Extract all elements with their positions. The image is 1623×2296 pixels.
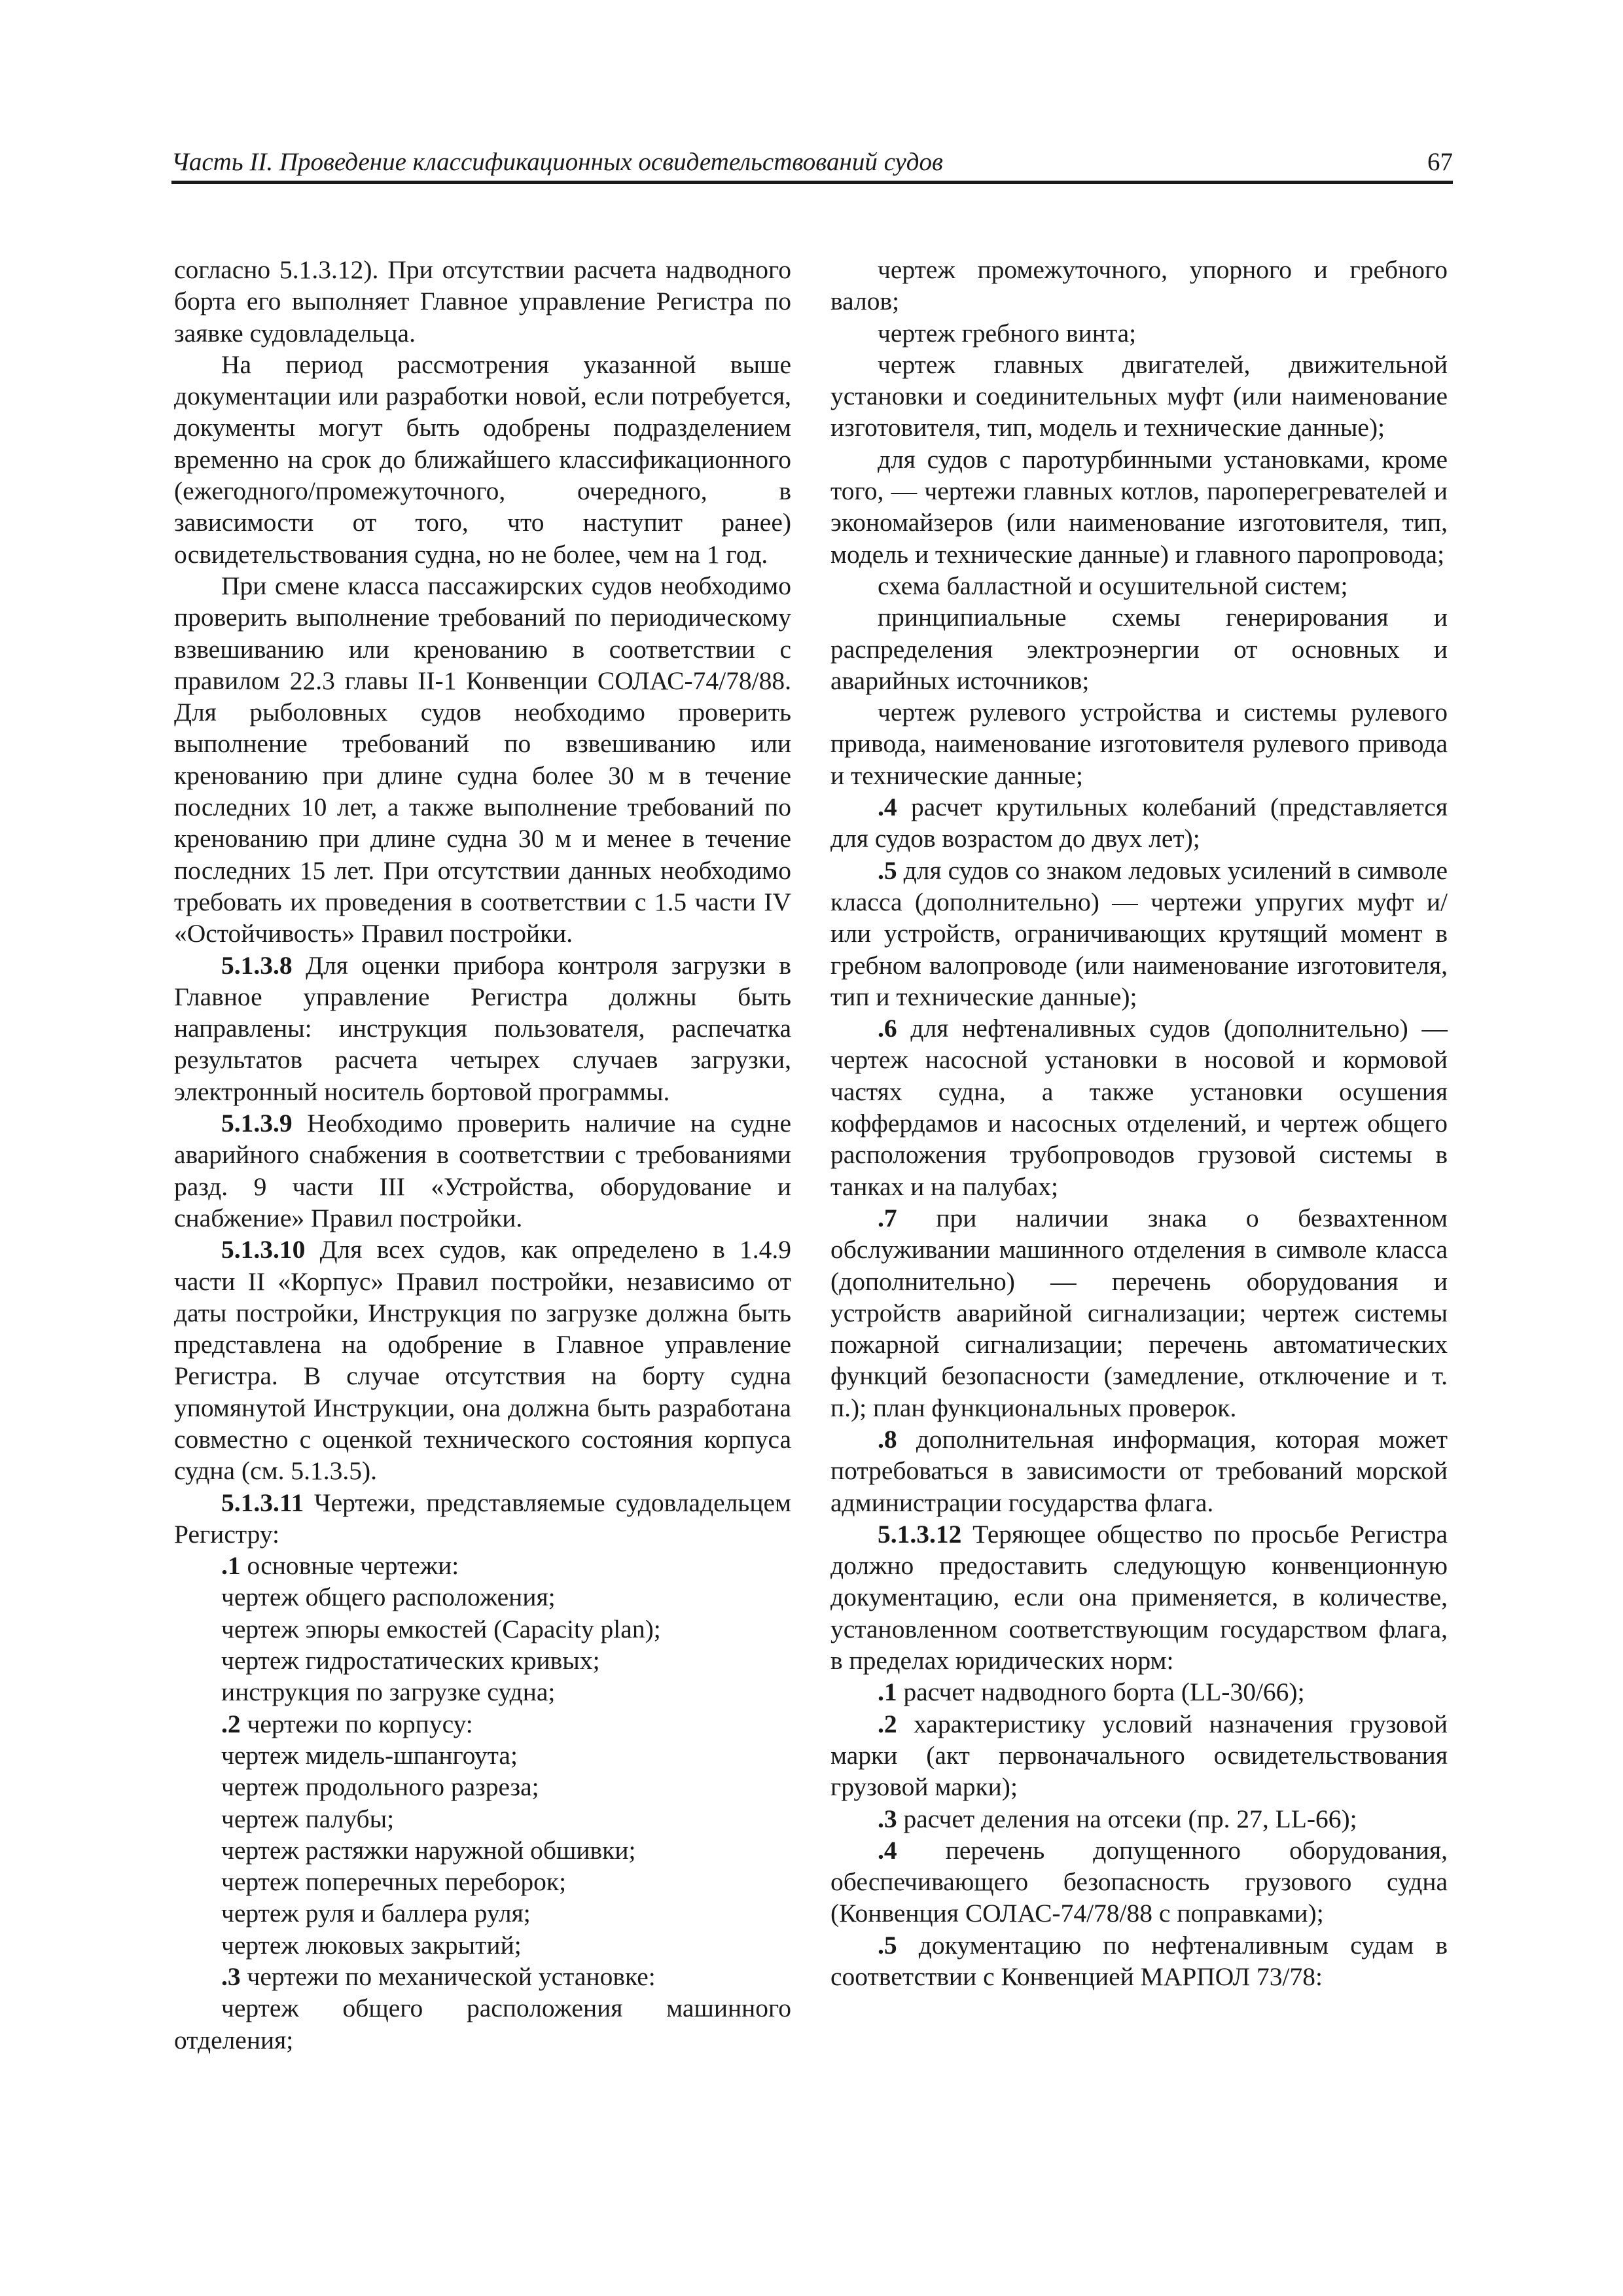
list-number: .8 (878, 1424, 897, 1454)
list-text: перечень допущенного оборудования, обеспечивающего безопасность грузового судна (Конвенция СОЛАС-74/78/88 с поправками); (830, 1835, 1448, 1928)
list-subitem: чертеж люковых закрытий; (221, 1930, 522, 1960)
paragraph-5-1-3-8 (174, 950, 791, 1107)
right-column (830, 254, 1448, 1992)
list-item (174, 1550, 791, 1581)
list-number: .5 (878, 1930, 897, 1960)
paragraph-5-1-3-12 (830, 1518, 1448, 1676)
list-number: .4 (878, 793, 897, 822)
list-text: чертежи по корпусу: (240, 1709, 473, 1738)
running-header (171, 143, 1453, 184)
list-text: расчет надводного борта (LL-30/66); (897, 1677, 1305, 1707)
list-item (830, 1676, 1448, 1708)
list-subitem: чертеж поперечных переборок; (221, 1867, 567, 1897)
list-subitem: чертеж продольного разреза; (221, 1772, 539, 1802)
list-subitem: чертеж гидростатических кривых; (221, 1646, 600, 1676)
list-subitem: чертеж гребного винта; (878, 318, 1137, 348)
list-item (830, 855, 1448, 1013)
list-item (830, 791, 1448, 855)
section-number: 5.1.3.9 (221, 1109, 293, 1138)
section-number: 5.1.3.10 (221, 1235, 306, 1265)
list-subitem: инструкция по загрузке судна; (221, 1677, 556, 1707)
list-item (174, 1961, 791, 1992)
list-subitem: чертеж мидель-шпангоута; (221, 1740, 518, 1770)
paragraph-5-1-3-11 (174, 1487, 791, 1551)
list-number: .1 (878, 1677, 897, 1707)
list-item (830, 1803, 1448, 1835)
list-subitem: чертеж главных двигателей, движительной установки и соединительных муфт (или наименование изготовителя, тип, модель и технические данные); (830, 350, 1448, 442)
list-subitem: чертеж рулевого устройства и системы рулевого привода, наименование изготовителя рулевого привода и технические данные; (830, 698, 1448, 790)
paragraph: На период рассмотрения указанной выше документации или разработки новой, если потребуется, документы могут быть одобрены подразделением временно на срок до ближайшего классификационного (ежегодного/промежуточного, очередного, в зависимости от того, что наступит ранее) освидетельствования судна, но не более, чем на 1 год. (174, 350, 791, 569)
paragraph-text: Для всех судов, как определено в 1.4.9 части II «Корпус» Правил постройки, независимо от даты постройки, Инструкция по загрузке должна быть представлена на одобрение в Главное управление Регистра. В случае отсутствия на борту судна упомянутой Инструкции, она должна быть разработана совместно с оценкой технического состояния корпуса судна (см. 5.1.3.5). (174, 1235, 791, 1486)
list-item (830, 1202, 1448, 1424)
list-text: чертежи по механической установке: (240, 1962, 656, 1992)
left-column (174, 254, 791, 2056)
list-number: .1 (221, 1551, 241, 1581)
list-number: .2 (221, 1709, 241, 1738)
list-number: .2 (878, 1709, 897, 1738)
list-number: .3 (878, 1804, 897, 1833)
list-subitem: для судов с паротурбинными установками, кроме того, — чертежи главных котлов, пароперегревателей и экономайзеров (или наименование изготовителя, тип, модель и технические данные) и главного паропровода; (830, 444, 1448, 569)
list-item (830, 1929, 1448, 1993)
list-item (830, 1708, 1448, 1803)
paragraph-5-1-3-9 (174, 1107, 791, 1234)
header-title: Часть II. Проведение классификационных освидетельствований судов (171, 148, 943, 176)
list-subitem: чертеж промежуточного, упорного и гребного валов; (830, 255, 1448, 316)
paragraph-5-1-3-10 (174, 1234, 791, 1486)
list-subitem: принципиальные схемы генерирования и распределения электроэнергии от основных и аварийных источников; (830, 603, 1448, 695)
list-subitem: чертеж общего расположения машинного отделения; (174, 1994, 791, 2054)
list-number: .3 (221, 1962, 241, 1992)
list-item (830, 1835, 1448, 1929)
section-number: 5.1.3.11 (221, 1488, 304, 1517)
list-subitem: чертеж руля и баллера руля; (221, 1899, 531, 1928)
paragraph-text: Для оценки прибора контроля загрузки в Главное управление Регистра должны быть направлены: инструкция пользователя, распечатка результатов расчета четырех случаев загрузки, электронный носитель бортовой программы. (174, 950, 791, 1106)
paragraph-text: Необходимо проверить наличие на судне аварийного снабжения в соответствии с требованиями разд. 9 части III «Устройства, оборудование и снабжение» Правил постройки. (174, 1109, 791, 1232)
list-item (174, 1708, 791, 1740)
list-text: расчет деления на отсеки (пр. 27, LL-66); (897, 1804, 1357, 1833)
list-number: .5 (878, 855, 897, 885)
paragraph: согласно 5.1.3.12). При отсутствии расчета надводного борта его выполняет Главное управление Регистра по заявке судовладельца. (174, 255, 791, 348)
list-text: дополнительная информация, которая может потребоваться в зависимости от требований морской администрации государства флага. (830, 1424, 1448, 1517)
page-number: 67 (1427, 148, 1453, 176)
list-text: для нефтеналивных судов (дополнительно) — чертеж насосной установки в носовой и кормовой частях судна, а также установки осушения коффердамов и насосных отделений, и чертеж общего расположения трубопроводов грузовой системы в танках и на палубах; (830, 1014, 1448, 1201)
list-text: документацию по нефтеналивным судам в соответствии с Конвенцией МАРПОЛ 73/78: (830, 1930, 1448, 1992)
list-text: для судов со знаком ледовых усилений в символе класса (дополнительно) — чертежи упругих муфт и/или устройств, ограничивающих крутящий момент в гребном валопроводе (или наименование изготовителя, тип и технические данные); (830, 855, 1448, 1011)
list-number: .7 (878, 1203, 897, 1232)
list-number: .6 (878, 1014, 897, 1043)
list-subitem: чертеж общего расположения; (221, 1583, 556, 1612)
list-item (830, 1013, 1448, 1202)
list-subitem: чертеж растяжки наружной обшивки; (221, 1835, 636, 1865)
list-text: основные чертежи: (240, 1551, 459, 1581)
list-text: при наличии знака о безвахтенном обслуживании машинного отделения в символе класса (дополнительно) — перечень оборудования и устройств аварийной сигнализации; чертеж системы пожарной сигнализации; перечень автоматических функций безопасности (замедление, отключение и т. п.); план функциональных проверок. (830, 1203, 1448, 1422)
list-subitem: чертеж эпюры емкостей (Capacity plan); (221, 1614, 661, 1643)
paragraph: При смене класса пассажирских судов необходимо проверить выполнение требований по периодическому взвешиванию или кренованию в соответствии с правилом 22.3 главы II-1 Конвенции СОЛАС-74/78/88. Для рыболовных судов необходимо проверить выполнение требований по взвешиванию или кренованию при длине судна более 30 м в течение последних 10 лет, а также выполнение требований по кренованию при длине судна 30 м и менее в течение последних 15 лет. При отсутствии данных необходимо требовать их проведения в соответствии с 1.5 части IV «Остойчивость» Правил постройки. (174, 571, 791, 948)
section-number: 5.1.3.8 (221, 950, 293, 980)
paragraph-text: Теряющее общество по просьбе Регистра должно предоставить следующую конвенционную документацию, если она применяется, в количестве, установленном соответствующим государством флага, в пределах юридических норм: (830, 1519, 1448, 1676)
section-number: 5.1.3.12 (878, 1519, 962, 1549)
list-subitem: чертеж палубы; (221, 1804, 395, 1833)
list-text: характеристику условий назначения грузовой марки (акт первоначального освидетельствования грузовой марки); (830, 1709, 1448, 1802)
list-item (830, 1424, 1448, 1518)
list-text: расчет крутильных колебаний (представляется для судов возрастом до двух лет); (830, 793, 1448, 853)
list-subitem: схема балластной и осушительной систем; (878, 571, 1348, 600)
paragraph-text: Чертежи, представляемые судовладельцем Регистру: (174, 1488, 791, 1549)
list-number: .4 (878, 1835, 897, 1865)
